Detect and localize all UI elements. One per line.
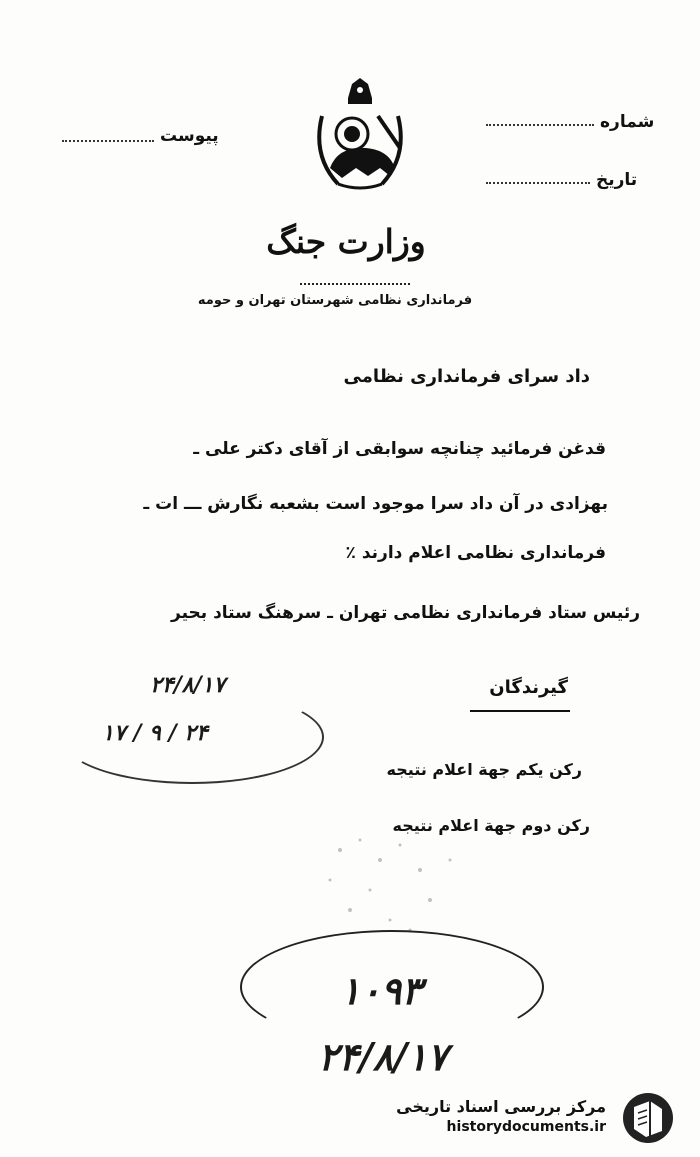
handwritten-date-1: ۲۴/۸/۱۷ (150, 672, 226, 698)
attachment-dots (62, 140, 154, 142)
recipients-rule (470, 710, 570, 712)
date-dots (486, 182, 590, 184)
handwritten-registration-number: ۱۰۹۳ (340, 968, 422, 1013)
archive-org-name: مرکز بررسی اسناد تاریخی (396, 1097, 606, 1116)
sub-heading: فرمانداری نظامی شهرستان تهران و حومه (197, 293, 473, 308)
number-label: شماره (600, 112, 655, 132)
date-label: تاریخ (596, 170, 638, 190)
recipients-title: گیرندگان (489, 677, 568, 698)
ministry-rule (300, 283, 410, 285)
ministry-title: وزارت جنگ (266, 222, 426, 261)
handwritten-date-3: ۲۴/۸/۱۷ (318, 1034, 448, 1079)
recipient-2: رکن دوم جهة اعلام نتیجه (392, 816, 590, 835)
body-line-1: قدغن فرمائید چنانچه سوابقی از آقای دکتر علی ـ (193, 439, 606, 459)
addressee: داد سرای فرمانداری نظامی (343, 366, 590, 387)
lion-and-sun-emblem-icon (308, 76, 412, 194)
number-dots (486, 124, 594, 126)
body-line-3: فرمانداری نظامی اعلام دارند ٪ (345, 543, 606, 563)
signature-line: رئیس ستاد فرمانداری نظامی تهران ـ سرهنگ ستاد بحیر (171, 603, 640, 623)
recipient-1: رکن یکم جهة اعلام نتیجه (386, 760, 582, 779)
attachment-label: پیوست (160, 126, 219, 146)
archive-footer (390, 1089, 690, 1147)
handwritten-date-2: ۱۷ / ۹ / ۲۴ (102, 720, 208, 746)
archive-url: historydocuments.ir (446, 1119, 606, 1135)
body-line-2: بهزادی در آن داد سرا موجود است بشعبه نگارش ـــ ات ـ (143, 494, 608, 514)
archive-logo-icon (620, 1091, 676, 1145)
